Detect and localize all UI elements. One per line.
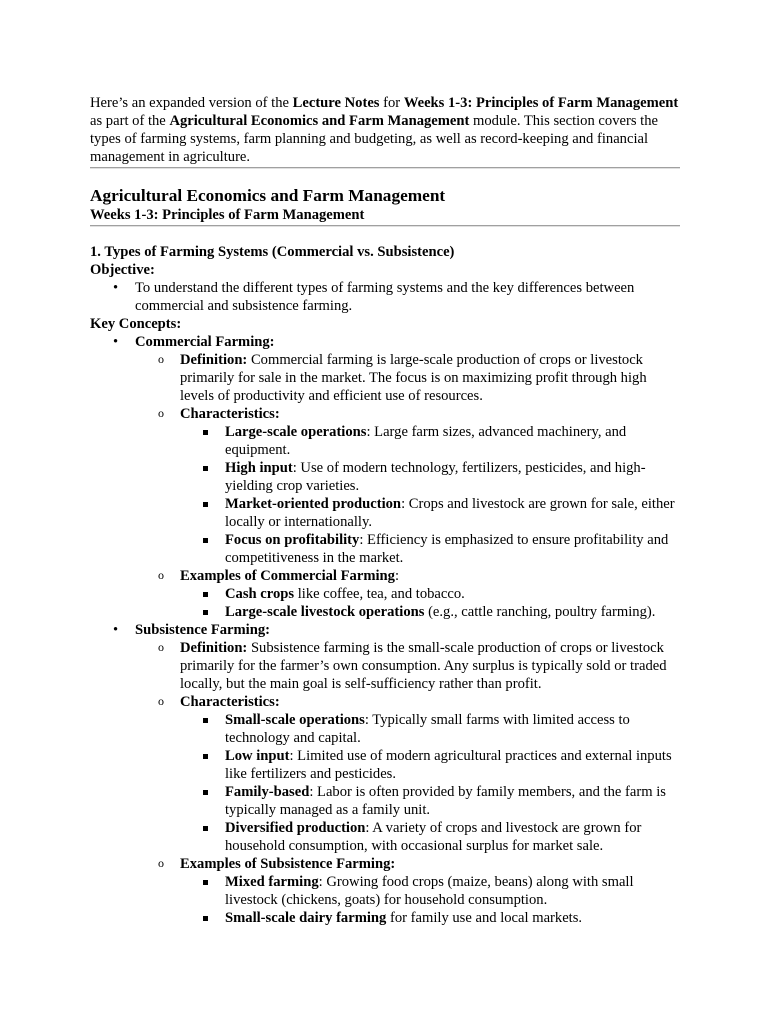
description: : Growing food crops (maize, beans) along with small livestock (chickens, goats) for household consumption. xyxy=(225,874,634,908)
list-item xyxy=(180,783,680,819)
colon: : xyxy=(394,568,400,584)
intro-lecture-notes: Lecture Notes xyxy=(292,95,380,111)
term: Large-scale operations xyxy=(225,424,367,440)
list-item xyxy=(135,567,680,621)
list-item xyxy=(180,531,680,567)
term: Family-based xyxy=(225,784,310,800)
intro-paragraph xyxy=(90,94,680,166)
commercial-sublist xyxy=(135,351,680,621)
term: Market-oriented production xyxy=(225,496,402,512)
description: : A variety of crops and livestock are grown for household consumption, with occasional surplus for market sale. xyxy=(225,820,642,854)
list-item xyxy=(180,495,680,531)
document-page xyxy=(90,94,680,927)
description: : Typically small farms with limited access to technology and capital. xyxy=(225,712,630,746)
list-item xyxy=(90,279,680,315)
list-item xyxy=(180,873,680,909)
objective-label: Objective: xyxy=(90,262,155,278)
list-item xyxy=(180,423,680,459)
list-item xyxy=(180,819,680,855)
list-item xyxy=(180,909,680,927)
objective-text: To understand the different types of farming systems and the key differences between commercial and subsistence farming. xyxy=(135,280,635,314)
intro-text: for xyxy=(379,95,404,111)
definition-label: Definition: xyxy=(180,352,248,368)
description: : Labor is often provided by family members, and the farm is typically managed as a family unit. xyxy=(225,784,666,818)
examples-list xyxy=(180,585,680,621)
list-item xyxy=(135,693,680,855)
subsistence-title: Subsistence Farming: xyxy=(135,622,270,638)
description: : Large farm sizes, advanced machinery, and equipment. xyxy=(225,424,627,458)
characteristics-label: Characteristics: xyxy=(180,694,280,710)
examples-list xyxy=(180,873,680,927)
section-heading: 1. Types of Farming Systems (Commercial vs. Subsistence) xyxy=(90,244,455,260)
module-title: Agricultural Economics and Farm Management xyxy=(90,186,446,205)
list-item xyxy=(180,711,680,747)
divider xyxy=(90,167,680,169)
intro-module: Agricultural Economics and Farm Management xyxy=(169,113,470,129)
subsistence-sublist xyxy=(135,639,680,927)
list-item xyxy=(180,747,680,783)
list-item xyxy=(135,639,680,693)
term: Low input xyxy=(225,748,290,764)
term: Diversified production xyxy=(225,820,366,836)
intro-text: module. This section covers the types of farming systems, farm planning and budgeting, as well as record-keeping and financial management in agriculture. xyxy=(90,113,658,165)
characteristics-list xyxy=(180,711,680,855)
term: Large-scale livestock operations xyxy=(225,604,425,620)
intro-weeks: Weeks 1-3: Principles of Farm Management xyxy=(403,95,679,111)
description: for family use and local markets. xyxy=(386,910,583,926)
definition-text: Commercial farming is large-scale production of crops or livestock primarily for sale in the market. The focus is on maximizing profit through high levels of productivity and efficient use of resources. xyxy=(180,352,647,404)
description: : Efficiency is emphasized to ensure profitability and competitiveness in the market. xyxy=(225,532,669,566)
description: like coffee, tea, and tobacco. xyxy=(294,586,465,602)
term: Focus on profitability xyxy=(225,532,360,548)
description: (e.g., cattle ranching, poultry farming). xyxy=(424,604,656,620)
list-item xyxy=(180,585,680,603)
description: : Limited use of modern agricultural practices and external inputs like fertilizers and pesticides. xyxy=(225,748,672,782)
objective-list xyxy=(90,279,680,315)
subsistence-farming-item xyxy=(90,621,680,927)
definition-label: Definition: xyxy=(180,640,248,656)
key-concepts-label: Key Concepts: xyxy=(90,316,182,332)
list-item xyxy=(135,351,680,405)
intro-text: as part of the xyxy=(90,113,170,129)
term: Cash crops xyxy=(225,586,295,602)
commercial-farming-item xyxy=(90,333,680,621)
description: : Crops and livestock are grown for sale, either locally or internationally. xyxy=(225,496,675,530)
weeks-title: Weeks 1-3: Principles of Farm Management xyxy=(90,207,365,223)
list-item xyxy=(180,603,680,621)
term: Small-scale operations xyxy=(225,712,365,728)
list-item xyxy=(135,405,680,567)
commercial-title: Commercial Farming: xyxy=(135,334,275,350)
intro-text: Here’s an expanded version of the xyxy=(90,95,293,111)
key-concepts-list xyxy=(90,333,680,927)
term: High input xyxy=(225,460,293,476)
divider xyxy=(90,225,680,227)
examples-label: Examples of Subsistence Farming: xyxy=(180,856,396,872)
list-item xyxy=(135,855,680,927)
description: : Use of modern technology, fertilizers, pesticides, and high-yielding crop varieties. xyxy=(225,460,646,494)
examples-label: Examples of Commercial Farming xyxy=(180,568,395,584)
characteristics-list xyxy=(180,423,680,567)
term: Small-scale dairy farming xyxy=(225,910,387,926)
characteristics-label: Characteristics: xyxy=(180,406,280,422)
list-item xyxy=(180,459,680,495)
term: Mixed farming xyxy=(225,874,319,890)
definition-text: Subsistence farming is the small-scale production of crops or livestock primarily for the farmer’s own consumption. Any surplus is typically sold or traded locally, but the main goal is self-sufficiency rather than profit. xyxy=(180,640,667,692)
